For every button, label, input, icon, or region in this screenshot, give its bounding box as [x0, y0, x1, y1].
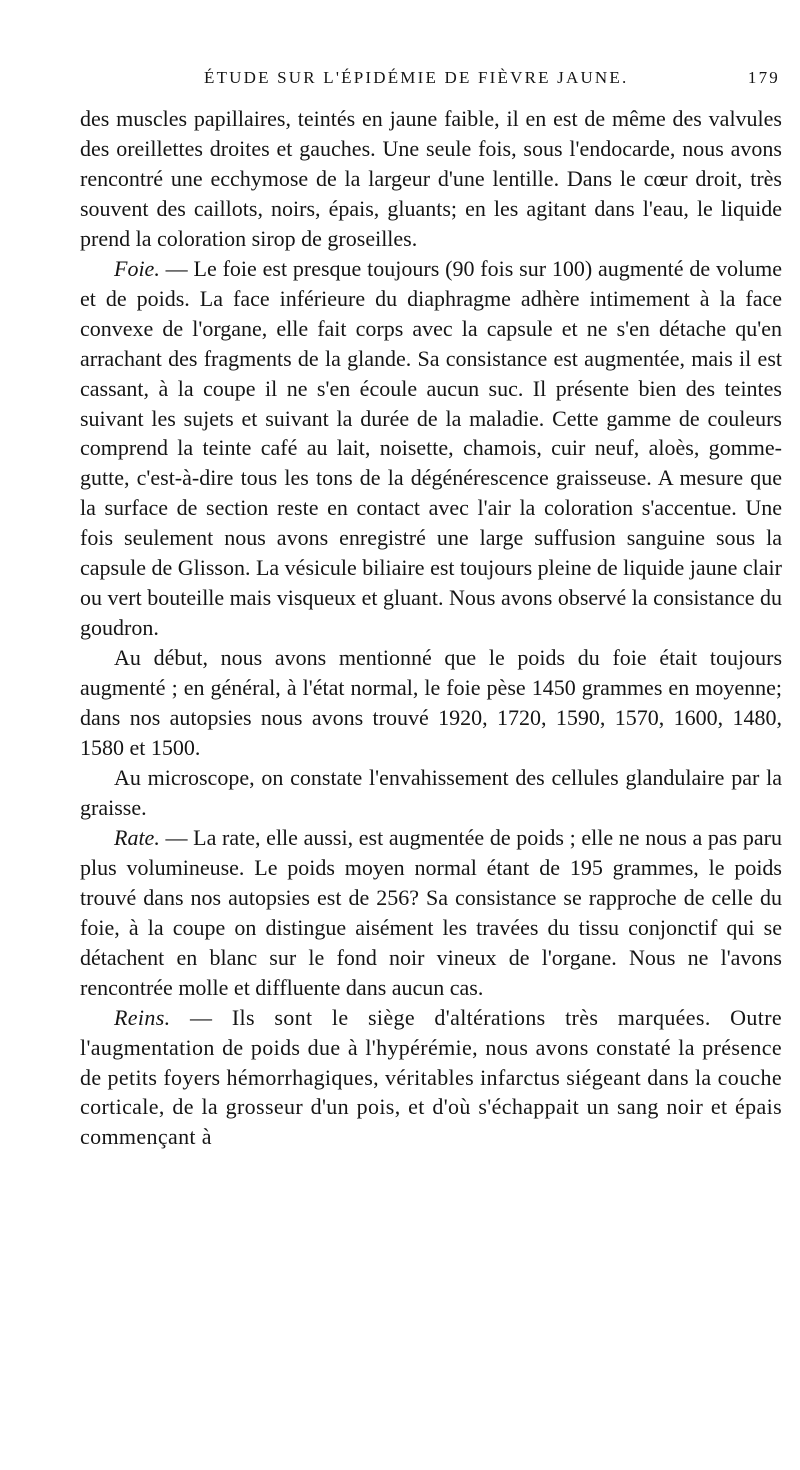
- paragraph-microscope: [80, 763, 782, 823]
- paragraph-liver: [80, 254, 782, 643]
- paragraph-text: — Le foie est presque toujours (90 fois sur 100) augmenté de volume et de poids. La face inférieure du diaphragme adhère intimement à la face convexe de l'organe, elle fait corps avec la capsule et ne s'en détache qu'en arrachant des fragments de la glande. Sa consistance est augmentée, mais il est cassant, à la coupe il ne s'en écoule aucun suc. Il présente bien des teintes suivant les sujets et suivant la durée de la maladie. Cette gamme de couleurs comprend la teinte café au lait, noisette, chamois, cuir neuf, aloès, gomme-gutte, c'est-à-dire tous les tons de la dégénérescence graisseuse. A mesure que la surface de section reste en contact avec l'air la coloration s'accentue. Une fois seulement nous avons enregistré une large suffusion sanguine sous la capsule de Glisson. La vésicule biliaire est toujours pleine de liquide jaune clair ou vert bouteille mais visqueux et gluant. Nous avons observé la consistance du goudron.: [80, 255, 783, 641]
- paragraph-text: — La rate, elle aussi, est augmentée de poids ; elle ne nous a pas paru plus volumineuse. Le poids moyen normal étant de 195 grammes, le poids trouvé dans nos autopsies est de 256? Sa consistance se rapproche de celle du foie, à la coupe on distingue aisément les travées du tissu conjonctif qui se détachent en blanc sur le fond noir vineux de l'organe. Nous ne l'avons rencontrée molle et diffluente dans aucun cas.: [80, 824, 782, 1000]
- body-text: [80, 104, 782, 1152]
- paragraph-heart-continued: [80, 104, 782, 254]
- running-title: ÉTUDE SUR L'ÉPIDÉMIE DE FIÈVRE JAUNE.: [204, 68, 629, 87]
- running-head: [80, 62, 780, 96]
- page-number: 179: [747, 68, 780, 87]
- section-title-liver: Foie.: [114, 255, 160, 281]
- paragraph-text: Au microscope, on constate l'envahissement des cellules glandulaire par la graisse.: [80, 764, 782, 820]
- paragraph-kidneys: [80, 1003, 782, 1153]
- section-title-spleen: Rate.: [114, 824, 160, 850]
- paragraph-text: Au début, nous avons mentionné que le poids du foie était toujours augmenté ; en général, à l'état normal, le foie pèse 1450 grammes en moyenne; dans nos autopsies nous avons trouvé 1920, 1720, 1590, 1570, 1600, 1480, 1580 et 1500.: [80, 645, 782, 761]
- paragraph-text: — Ils sont le siège d'altérations très marquées. Outre l'augmentation de poids due à l'hypérémie, nous avons constaté la présence de petits foyers hémorrhagiques, véritables infarctus siégeant dans la couche corticale, de la grosseur d'un pois, et d'où s'échappait un sang noir et épais commençant à: [80, 1004, 782, 1150]
- paragraph-spleen: [80, 823, 782, 1003]
- section-title-kidneys: Reins.: [114, 1004, 171, 1030]
- paragraph-liver-weight: [80, 643, 782, 763]
- paragraph-text: des muscles papillaires, teintés en jaune faible, il en est de même des valvules des oreillettes droites et gauches. Une seule fois, sous l'endocarde, nous avons rencontré une ecchymose de la largeur d'une lentille. Dans le cœur droit, très souvent des caillots, noirs, épais, gluants; en les agitant dans l'eau, le liquide prend la coloration sirop de groseilles.: [80, 106, 782, 251]
